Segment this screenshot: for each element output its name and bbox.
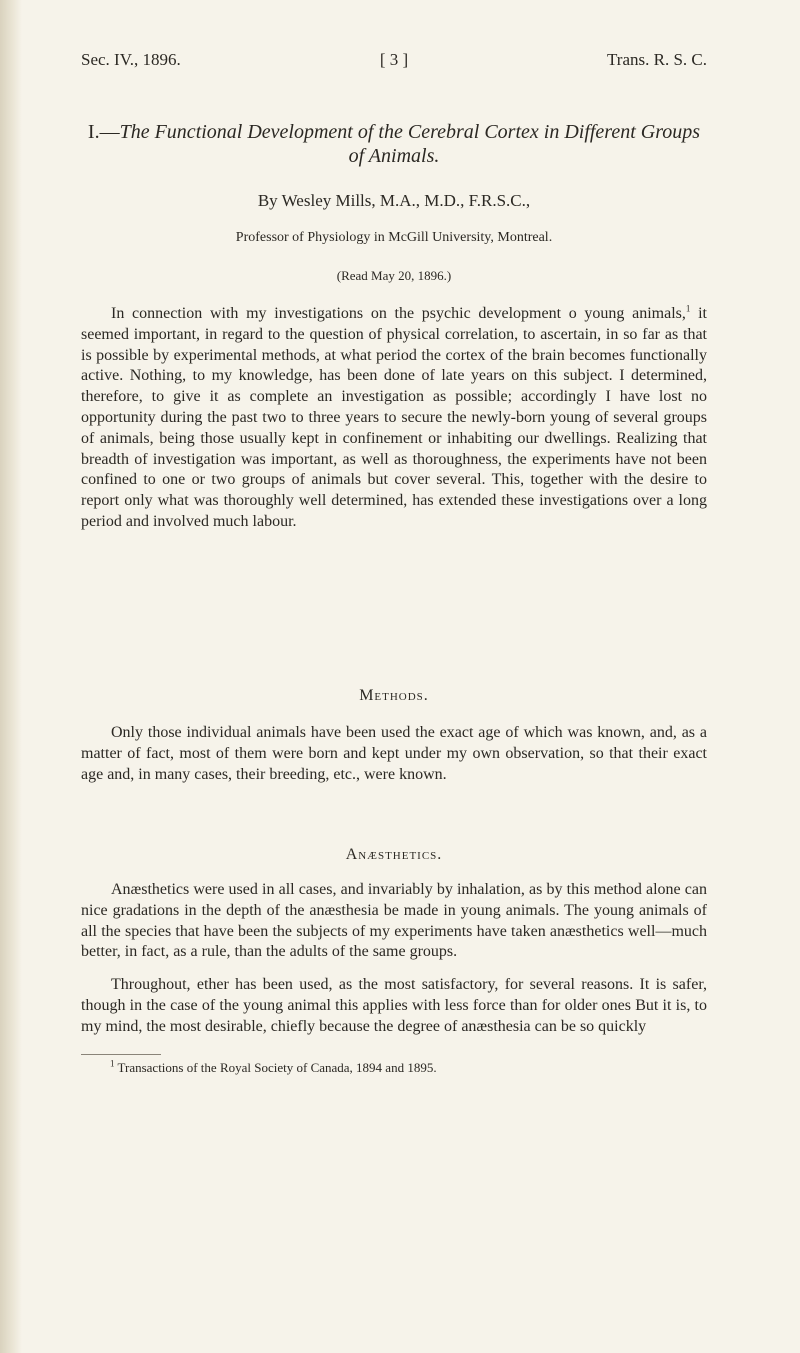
header-section: Sec. IV., 1896. — [81, 50, 181, 69]
author-affiliation: Professor of Physiology in McGill University, Montreal. — [235, 230, 553, 245]
paragraph-text: In connection with my investigations on the psychic development o young animals, — [111, 305, 686, 322]
book-spine-shadow — [0, 0, 22, 1353]
header-journal: Trans. R. S. C. — [607, 50, 707, 69]
paragraph-introduction — [81, 304, 707, 533]
section-heading-methods: Methods. — [359, 687, 429, 704]
footnote-divider — [81, 1054, 161, 1055]
section-heading-anaesthetics: Anæsthetics. — [345, 846, 443, 863]
article-number: I.— — [87, 121, 120, 143]
article-title — [81, 120, 707, 168]
author-line: By Wesley Mills, M.A., M.D., F.R.S.C., — [257, 191, 531, 210]
paragraph-text: it seemed important, in regard to the question of physical correlation, to ascertain, in so far as that is possible by experimental methods, at what period the cortex of the brain becomes functionally active. Nothing, to my knowledge, has been done of late years on this subject. I determined, therefore, to give it as complete an investigation as possible; accordingly I have lost no opportunity during the past two to three years to secure the newly-born young of several groups of animals, being those usually kept in confinement or inhabiting our dwellings. Realizing that breadth of investigation was important, as well as thoroughness, the experiments have not been confined to one or two groups of animals but cover several. This, together with the desire to report only what was thoroughly well determined, has extended these investigations over a long period and involved much labour. — [81, 305, 708, 530]
article-title-text: The Functional Development of the Cerebral Cortex in Different Groups of Animals. — [119, 121, 701, 167]
paragraph-ether: Throughout, ether has been used, as the most satisfactory, for several reasons. It is safer, though in the case of the young animal this applies with less force than for older ones But it is, to my mind, the most desirable, chiefly because the degree of anæsthesia can be so quickly — [81, 976, 707, 1035]
footnote-text: Transactions of the Royal Society of Canada, 1894 and 1895. — [114, 1060, 437, 1075]
read-date: (Read May 20, 1896.) — [336, 268, 452, 283]
header-page-number: [ 3 ] — [379, 50, 409, 69]
paragraph-anaesthetics: Anæsthetics were used in all cases, and invariably by inhalation, as by this method alone can nice gradations in the depth of the anæsthesia be made in young animals. The young animals of all the species that have been the subjects of my experiments have taken anæsthetics well—much better, in fact, as a rule, than the adults of the same groups. — [81, 881, 707, 961]
footnote — [110, 1060, 710, 1076]
footnote-marker: 1 — [110, 1058, 115, 1069]
running-head — [81, 50, 707, 74]
footnote-reference[interactable]: 1 — [685, 303, 691, 314]
paragraph-methods: Only those individual animals have been used the exact age of which was known, and, as a matter of fact, most of them were born and kept under my own observation, so that their exact age and, in many cases, their breeding, etc., were known. — [81, 724, 707, 783]
